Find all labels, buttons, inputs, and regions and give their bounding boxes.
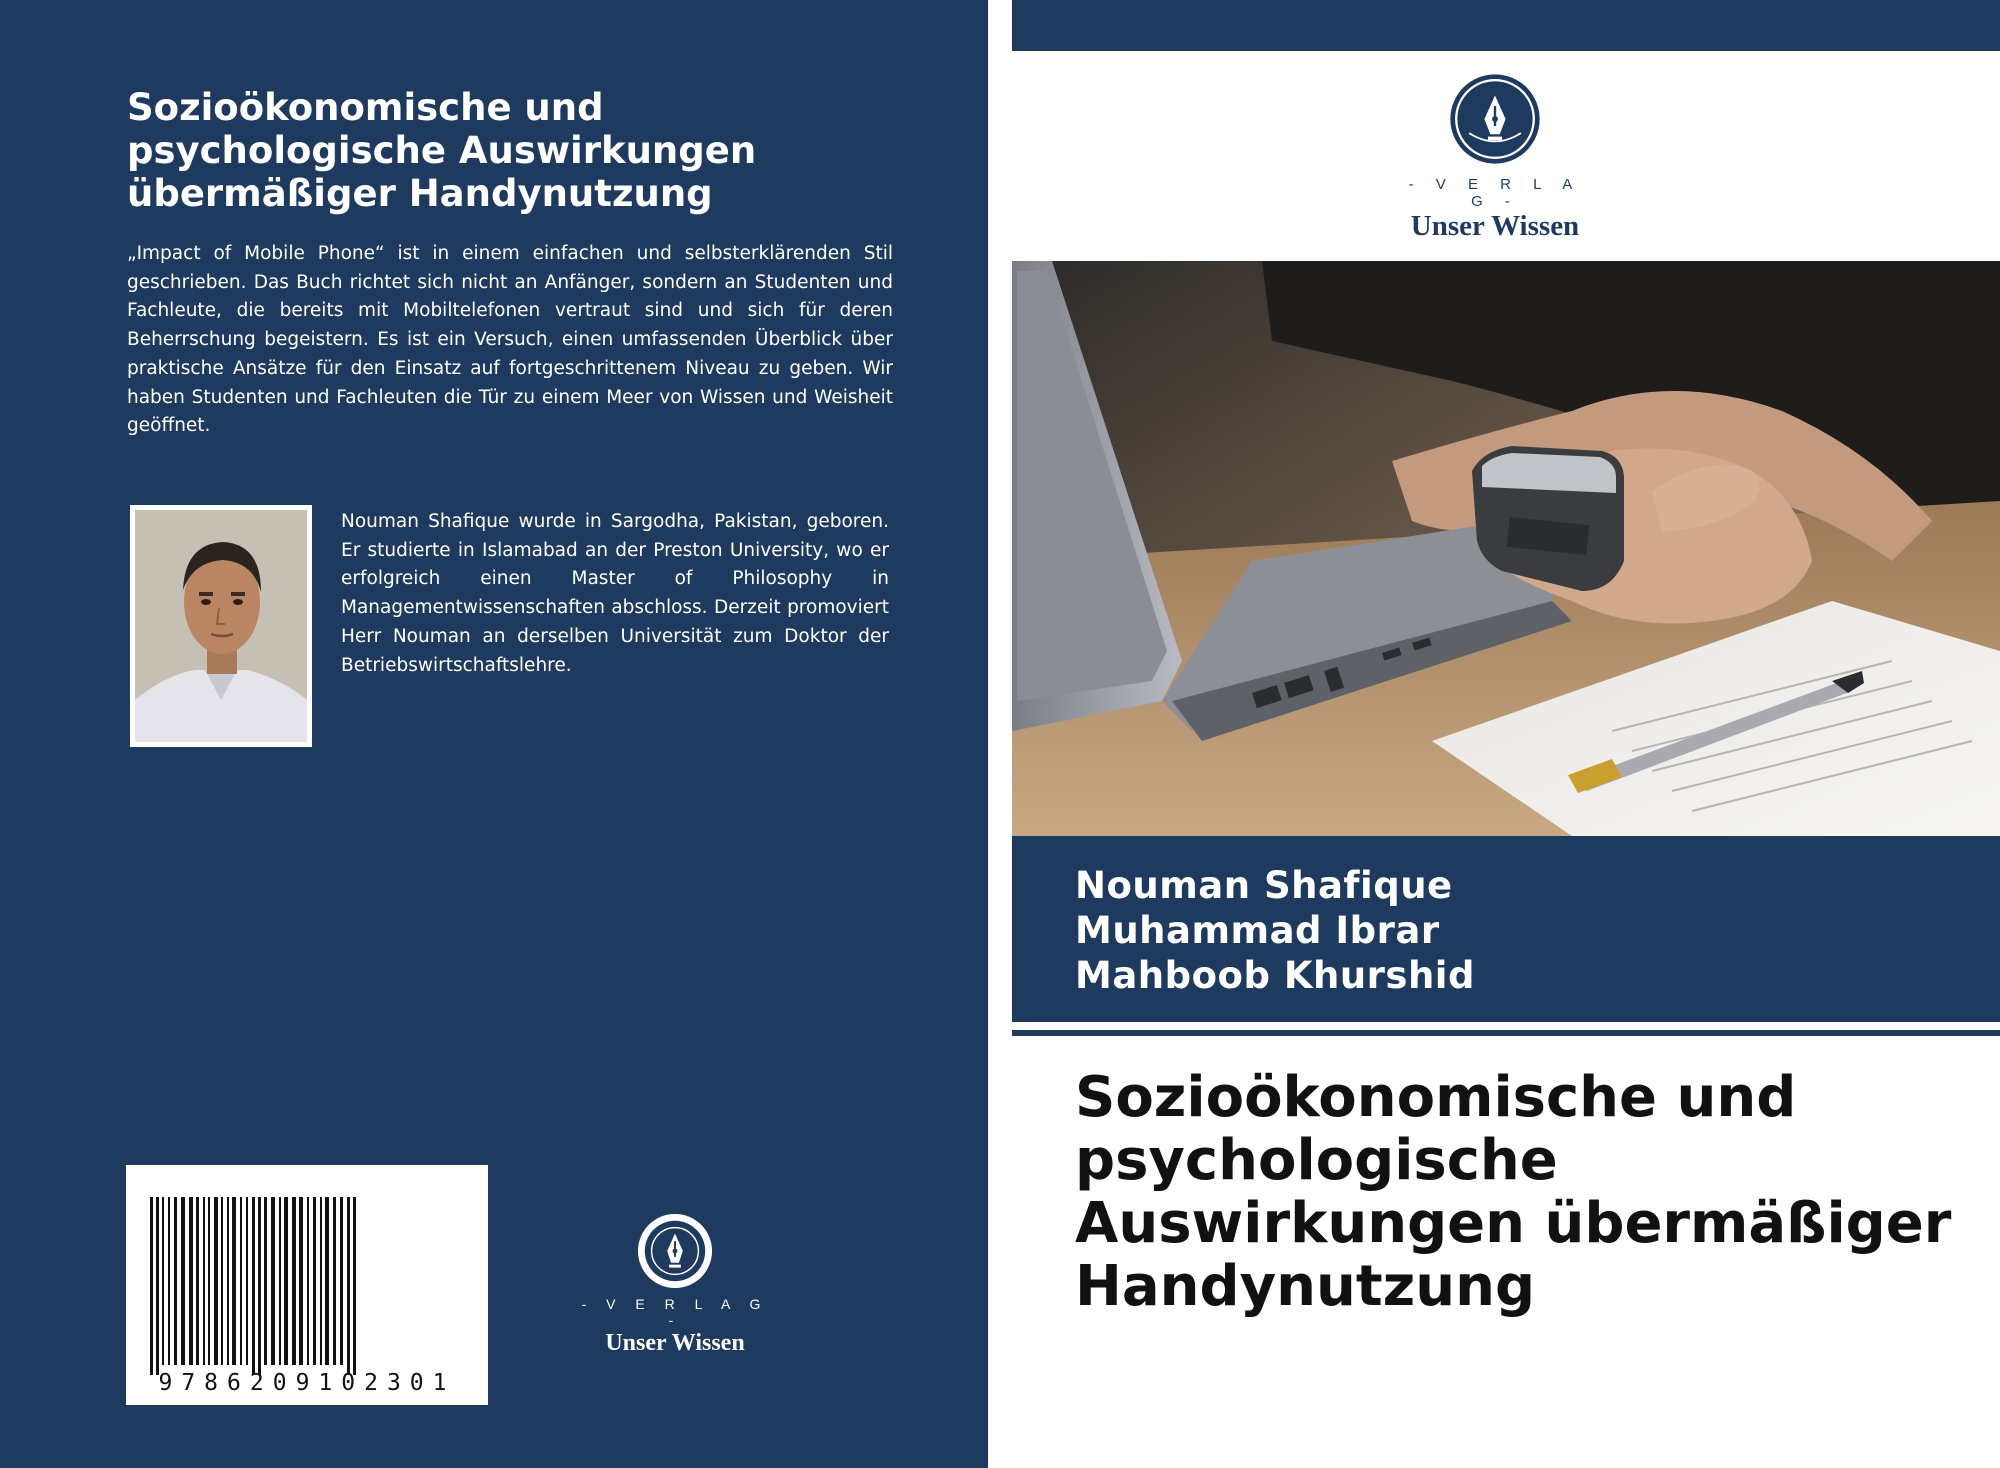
barcode-bar (313, 1197, 316, 1365)
back-publisher-logo (580, 1212, 770, 1356)
front-publisher-logo (1395, 72, 1595, 242)
spine (988, 0, 1012, 1468)
author-name: Nouman Shafique (1075, 864, 1453, 907)
author-portrait (130, 505, 312, 747)
barcode-bar (320, 1197, 322, 1365)
front-cover-title: Sozioökonomische und psychologische Auswirkungen übermäßiger Handynutzung (1075, 1065, 1952, 1319)
barcode-bar (333, 1197, 336, 1365)
barcode-guard (258, 1197, 261, 1375)
barcode-bar (292, 1197, 296, 1365)
barcode-bar (246, 1197, 248, 1365)
barcode-bar (168, 1197, 170, 1365)
cover-photo-illustration (1012, 261, 2000, 836)
back-logo-verlag: - V E R L A G - (581, 1296, 769, 1328)
barcode-bar (181, 1197, 185, 1365)
front-logo-brand: Unser Wissen (1410, 210, 1580, 242)
authors-band (1012, 836, 2000, 1022)
isbn-digits: 9786209102301 (158, 1370, 456, 1396)
barcode-bar (203, 1197, 205, 1365)
barcode-bar (227, 1197, 229, 1365)
author-bio: Nouman Shafique wurde in Sargodha, Pakistan, geboren. Er studierte in Islamabad an der Preston University, wo er erfolgreich einen Master of Philosophy in Managementwissenschaften abschloss. Derzeit promoviert Herr Nouman an derselben Universität zum Doktor der Betriebswirtschaftslehre. (341, 511, 889, 676)
barcode-bar (214, 1197, 218, 1365)
front-top-bar (1012, 0, 2000, 51)
author-name: Muhammad Ibrar (1075, 909, 1440, 952)
back-cover (0, 0, 988, 1468)
front-logo-verlag: - V E R L A G - (1408, 176, 1582, 210)
barcode-guard (150, 1197, 153, 1375)
fountain-pen-nib-icon (636, 1212, 714, 1290)
author-portrait-image (135, 510, 307, 742)
barcode-guard (347, 1197, 350, 1375)
barcode-bar (307, 1197, 309, 1365)
barcode-bar (196, 1197, 199, 1365)
barcode-bar (299, 1197, 303, 1365)
barcode-bar (325, 1197, 329, 1365)
author-list (1075, 863, 1475, 998)
laptop-phone-photo (1012, 261, 2000, 836)
author-name: Mahboob Khurshid (1075, 954, 1475, 997)
barcode-guard (353, 1197, 356, 1375)
barcode-bar (208, 1197, 210, 1365)
barcode-bar (189, 1197, 193, 1365)
barcode-bar (271, 1197, 275, 1365)
barcode-bar (279, 1197, 281, 1365)
barcode-bar (162, 1197, 164, 1365)
barcode-bar (221, 1197, 223, 1365)
back-cover-blurb: „Impact of Mobile Phone“ ist in einem einfachen und selbsterklärenden Stil geschrieben. Das Buch richtet sich nicht an Anfänger, sondern an Studenten und Fachleute, die bereits mit Mobiltelefonen vertraut sind und sich für deren Beherrschung begeistern. Es ist ein Versuch, einen umfassenden Überblick über praktische Ansätze für den Einsatz auf fortgeschrittenem Niveau zu geben. Wir haben Studenten und Fachleuten die Tür zu einem Meer von Wissen und Weisheit geöffnet. (127, 243, 893, 437)
back-logo-brand: Unser Wissen (605, 1330, 745, 1356)
barcode-guard (156, 1197, 159, 1375)
barcode-bar (284, 1197, 288, 1365)
fountain-pen-nib-icon (1448, 72, 1542, 166)
barcode-bar (240, 1197, 242, 1365)
barcode-guard (252, 1197, 255, 1375)
front-divider-rule (1012, 1030, 2000, 1036)
barcode-bar (174, 1197, 177, 1365)
barcode-bar (340, 1197, 343, 1365)
barcode-bars (126, 1165, 488, 1405)
isbn-barcode (126, 1165, 488, 1405)
barcode-bar (232, 1197, 236, 1365)
barcode-bar (264, 1197, 267, 1365)
back-cover-title: Sozioökonomische und psychologische Auswirkungen übermäßiger Handynutzung (127, 86, 757, 215)
